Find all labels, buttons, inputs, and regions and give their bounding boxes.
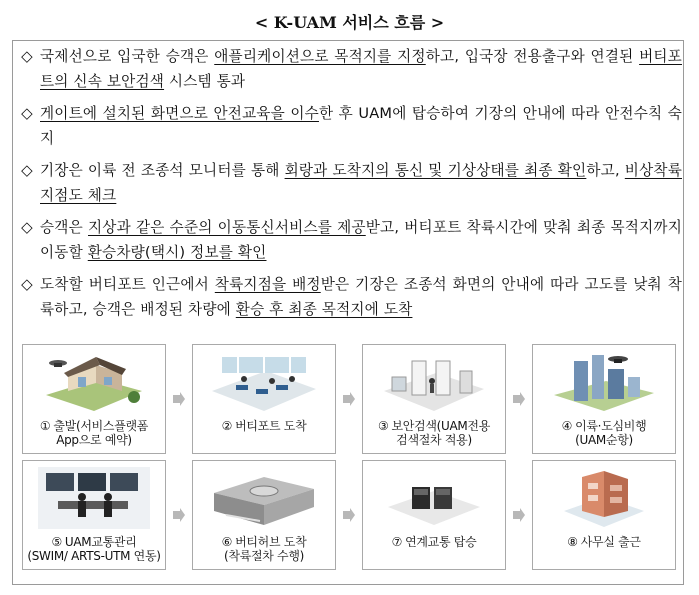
step-card-3 bbox=[362, 344, 506, 454]
bullet-item bbox=[14, 158, 682, 208]
step-card-8 bbox=[532, 460, 676, 570]
step-caption-7: ⑦ 연계교통 탑승 bbox=[391, 535, 477, 549]
underlined-phrase: 애플리케이션으로 목적지를 지정 bbox=[214, 48, 426, 65]
arrow-right-icon bbox=[336, 344, 362, 454]
diamond-bullet-icon: ◇ bbox=[21, 218, 33, 236]
step-caption-2: ② 버티포트 도착 bbox=[221, 419, 307, 433]
bullet-text bbox=[40, 44, 682, 94]
bullet-item bbox=[14, 215, 682, 265]
step-card-5 bbox=[22, 460, 166, 570]
underlined-phrase: 회랑과 도착지의 통신 및 기상상태를 최종 확인 bbox=[284, 162, 587, 179]
text-run: 시스템 통과 bbox=[164, 73, 246, 90]
step-caption-4: ④ 이륙·도심비행 (UAM순항) bbox=[561, 419, 647, 447]
arrow-right-icon bbox=[166, 460, 192, 570]
arrow-right-icon bbox=[166, 344, 192, 454]
text-run: 받고, 버티포트 착륙시간에 맞춰 최종 목적지까지 이동할 bbox=[40, 219, 682, 261]
flow-row-1 bbox=[22, 344, 676, 460]
bullet-item bbox=[14, 44, 682, 94]
diamond-bullet-icon: ◇ bbox=[21, 161, 33, 179]
office-building-icon bbox=[548, 467, 660, 529]
diamond-bullet-icon: ◇ bbox=[21, 47, 33, 65]
page-title: < K-UAM 서비스 흐름 > bbox=[254, 13, 445, 32]
step-card-4 bbox=[532, 344, 676, 454]
text-run: 받은 기장은 조종석 화면의 안내에 따라 고도를 낮춰 착륙하고, 승객은 배정된 차량에 bbox=[40, 276, 682, 318]
arrow-right-icon bbox=[506, 344, 532, 454]
flow-row-2 bbox=[22, 460, 676, 576]
underlined-phrase: 비상착륙지점도 체크 bbox=[40, 162, 682, 204]
bullet-item bbox=[14, 272, 682, 322]
text-run: 승객은 bbox=[40, 219, 88, 236]
step-caption-6: ⑥ 버티허브 도착 (착륙절차 수행) bbox=[221, 535, 307, 563]
flow-grid bbox=[22, 344, 676, 578]
arrow-right-icon bbox=[336, 460, 362, 570]
taxi-icon bbox=[378, 467, 490, 529]
underlined-phrase: 착륙지점을 배정 bbox=[214, 276, 321, 293]
passenger-lounge-icon bbox=[208, 351, 320, 413]
diamond-bullet-icon: ◇ bbox=[21, 104, 33, 122]
step-card-6 bbox=[192, 460, 336, 570]
security-gate-icon bbox=[378, 351, 490, 413]
text-run: 기장은 이륙 전 조종석 모니터를 통해 bbox=[40, 162, 285, 179]
underlined-phrase: 환승차량(택시) 정보를 확인 bbox=[87, 244, 267, 261]
bullet-text bbox=[40, 272, 682, 322]
diamond-bullet-icon: ◇ bbox=[21, 275, 33, 293]
text-run: 국제선으로 입국한 승객은 bbox=[40, 48, 215, 65]
bullet-text bbox=[40, 215, 682, 265]
bullet-list bbox=[14, 44, 682, 322]
city-flight-icon bbox=[548, 351, 660, 413]
control-room-icon bbox=[38, 467, 150, 529]
step-caption-8: ⑧ 사무실 출근 bbox=[567, 535, 641, 549]
underlined-phrase: 환승 후 최종 목적지에 도착 bbox=[235, 301, 413, 318]
text-run: 도착할 버티포트 인근에서 bbox=[40, 276, 215, 293]
vertihub-icon bbox=[208, 467, 320, 529]
step-caption-1: ① 출발(서비스플랫폼 App으로 예약) bbox=[39, 419, 149, 447]
step-card-7 bbox=[362, 460, 506, 570]
underlined-phrase: 지상과 같은 수준의 이동통신서비스를 제공 bbox=[88, 219, 366, 236]
house-drone-icon bbox=[38, 351, 150, 413]
arrow-right-icon bbox=[506, 460, 532, 570]
bullet-item bbox=[14, 101, 682, 151]
text-run: 한 후 UAM에 탑승하여 기장의 안내에 따라 안전수칙 숙지 bbox=[40, 105, 682, 147]
bullet-text bbox=[40, 158, 682, 208]
text-run: 하고, bbox=[586, 162, 625, 179]
text-run: 하고, 입국장 전용출구와 연결된 bbox=[425, 48, 640, 65]
step-caption-5: ⑤ UAM교통관리 (SWIM/ ARTS-UTM 연동) bbox=[27, 535, 161, 563]
bullet-text bbox=[40, 101, 682, 151]
step-card-1 bbox=[22, 344, 166, 454]
underlined-phrase: 게이트에 설치된 화면으로 안전교육을 이수 bbox=[40, 105, 319, 122]
step-caption-3: ③ 보안검색(UAM전용 검색절차 적용) bbox=[377, 419, 491, 447]
step-card-2 bbox=[192, 344, 336, 454]
underlined-phrase: 버티포트의 신속 보안검색 bbox=[40, 48, 682, 90]
